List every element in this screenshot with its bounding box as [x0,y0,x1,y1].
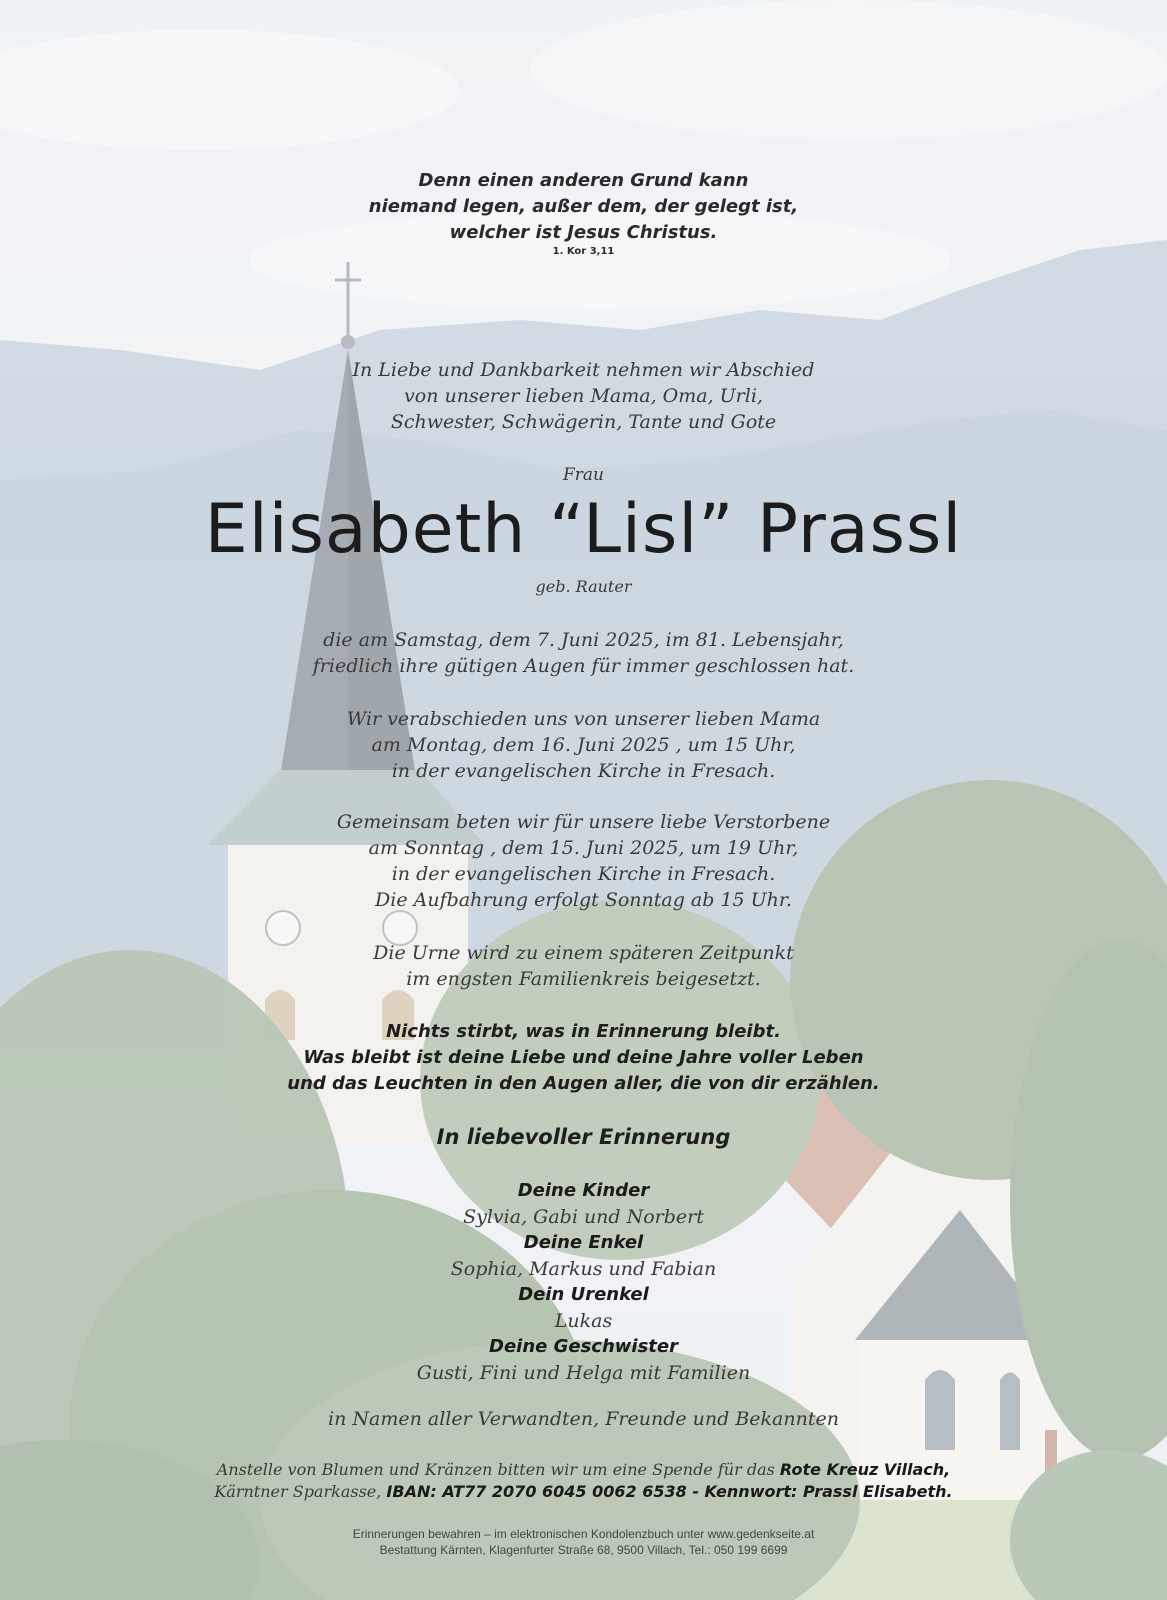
maiden-name: geb. Rauter [535,577,632,596]
family-list [0,1178,1167,1386]
funeral-line: in der evangelischen Kirche in Fresach. [391,760,776,782]
family-heading: Deine Kinder [517,1180,650,1201]
family-heading: Dein Urenkel [518,1284,649,1305]
prayer-line: Gemeinsam beten wir für unsere liebe Verstorbene [336,811,831,833]
urn-line: Die Urne wird zu einem späteren Zeitpunkt [373,942,794,964]
footer [0,1526,1167,1558]
prayer-line: am Sonntag , dem 15. Juni 2025, um 19 Uhr, [368,837,799,859]
donation-text: Anstelle von Blumen und Kränzen bitten wir um eine Spende für das [216,1460,775,1479]
urn-line: im engsten Familienkreis beigesetzt. [406,968,761,990]
quote-line: Nichts stirbt, was in Erinnerung bleibt. [386,1021,781,1042]
urn-info [0,940,1167,992]
death-notice [0,627,1167,679]
memorial-quote [0,1019,1167,1097]
prayer-line: in der evangelischen Kirche in Fresach. [391,863,776,885]
farewell-intro [0,357,1167,435]
donation-bank: Kärntner Sparkasse, [214,1482,382,1501]
donation-line-2 [0,1481,1167,1503]
quote-line: und das Leuchten in den Augen aller, die von dir erzählen. [287,1073,880,1094]
funeral-info [0,706,1167,784]
scripture-line: welcher ist Jesus Christus. [449,222,718,243]
intro-line: von unserer lieben Mama, Oma, Urli, [404,385,763,407]
scripture-line: Denn einen anderen Grund kann [418,170,749,191]
scripture-reference: 1. Kor 3,11 [552,246,615,257]
funeral-line: Wir verabschieden uns von unserer lieben Mama [346,708,821,730]
prayer-line: Die Aufbahrung erfolgt Sonntag ab 15 Uhr. [375,889,792,911]
footer-condolence-line: Erinnerungen bewahren – im elektronischen Kondolenzbuch unter www.gedenkseite.at [352,1527,815,1541]
relatives-line: in Namen aller Verwandten, Freunde und Bekannten [328,1408,839,1430]
donation-request [0,1459,1167,1503]
family-names: Gusti, Fini und Helga mit Familien [416,1362,751,1384]
donation-iban: IBAN: AT77 2070 6045 0062 6538 - Kennwort: Prassl Elisabeth. [386,1482,953,1501]
quote-line: Was bleibt ist deine Liebe und deine Jahre voller Leben [303,1047,864,1068]
death-notice-line: friedlich ihre gütigen Augen für immer geschlossen hat. [312,655,855,677]
family-names: Lukas [554,1310,613,1332]
memory-heading: In liebevoller Erinnerung [436,1125,731,1149]
deceased-name: Elisabeth “Lisl” Prassl [204,490,963,569]
family-names: Sylvia, Gabi und Norbert [463,1206,704,1228]
scripture-quote [0,168,1167,258]
intro-line: In Liebe und Dankbarkeit nehmen wir Abschied [352,359,815,381]
death-notice-line: die am Samstag, dem 7. Juni 2025, im 81. Lebensjahr, [323,629,844,651]
prayer-info [0,809,1167,913]
family-heading: Deine Enkel [523,1232,644,1253]
donation-line-1 [0,1459,1167,1481]
footer-undertaker-line: Bestattung Kärnten, Klagenfurter Straße 68, 9500 Villach, Tel.: 050 199 6699 [379,1543,788,1557]
funeral-line: am Montag, dem 16. Juni 2025 , um 15 Uhr, [371,734,796,756]
salutation: Frau [562,465,604,485]
donation-recipient: Rote Kreuz Villach, [779,1460,951,1479]
intro-line: Schwester, Schwägerin, Tante und Gote [390,411,777,433]
family-heading: Deine Geschwister [489,1336,678,1357]
scripture-line: niemand legen, außer dem, der gelegt ist, [368,196,799,217]
family-names: Sophia, Markus und Fabian [450,1258,717,1280]
